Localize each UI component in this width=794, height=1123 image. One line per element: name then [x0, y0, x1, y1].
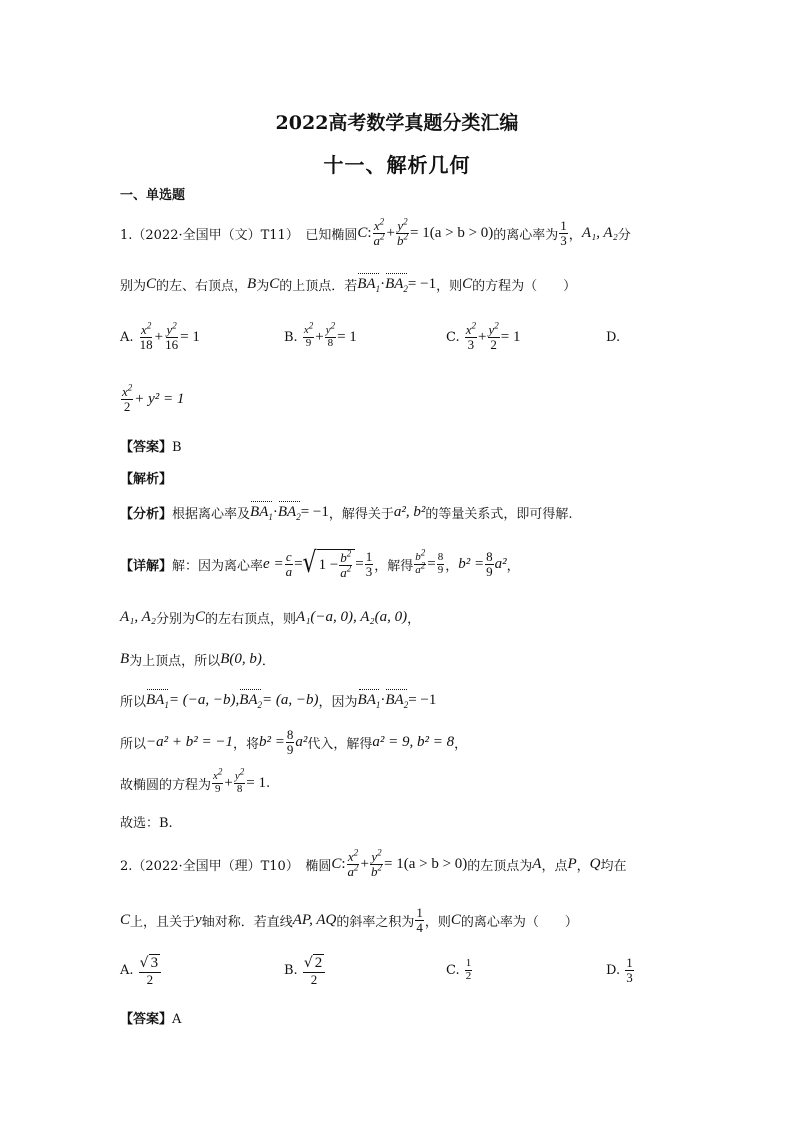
frac-y2-b2: $\frac{y^2}{b^2}$	[397, 216, 408, 248]
q1-option-a: A. $\frac{x^2}{18}$ + $\frac{y^2}{16}$ = 1	[120, 320, 200, 352]
q2-option-c: C. $\frac{1}{2}$	[446, 956, 472, 982]
q1-option-b: B. $\frac{x^2}{9}$ + $\frac{y^2}{8}$ = 1	[284, 320, 357, 349]
page-title: 2022高考数学真题分类汇编	[275, 112, 519, 134]
q1-detail-line6: 故椭圆的方程为 $\frac{x^2}{9}$ + $\frac{y^2}{8}$ = 1 .	[120, 766, 271, 795]
q1-choice: 故选：B.	[120, 816, 173, 831]
q1-fenxi: 【分析】 根据离心率及 $BA_1$ · $BA_2$ = −1 ，解得关于 a², b² 的等量关系式，即可得解.	[120, 503, 573, 522]
frac-1-3: $\frac{1}{3}$	[560, 217, 567, 248]
section-heading: 一、单选题	[120, 188, 186, 203]
q1-option-d-label: D.	[606, 329, 621, 345]
q1-detail-line4: 所以 $BA_1$ = (−a, −b), $BA_2$ = (a, −b) ，因为 $BA_1$ · $BA_2$ = −1	[120, 691, 437, 710]
q1-detail-line5: 所以 −a² + b² = −1 ，将 b² = $\frac{8}{9}$ a² 代入，解得 a² = 9, b² = 8 ，	[120, 726, 468, 757]
vector-BA2: $BA_2$	[385, 275, 408, 294]
q1-option-c: C. $\frac{x^2}{3}$ + $\frac{y^2}{2}$ = 1	[446, 320, 521, 352]
q1-analysis-label: 【解析】	[120, 472, 173, 487]
vector-BA1: $BA_1$	[357, 275, 381, 294]
q1-detail-line2: A₁, A₂ 分别为 C 的左右顶点，则 A₁(−a, 0), A₂(a, 0) ，	[120, 608, 421, 627]
chapter-title: 十一、解析几何	[323, 153, 471, 177]
q1-detail-line3: B 为上顶点，所以 B(0, b) ．	[120, 650, 275, 669]
q1-stem-line1: 1.（2022·全国甲（文）T11） 已知椭圆 C : $\frac{x^2}{a^2}$ + $\frac{y^2}{b^2}$ = 1(a > b > 0) 的离心率为 $\frac{1}{3}$ ， A₁, A₂ 分	[120, 216, 631, 248]
q2-option-d: D. $\frac{1}{3}$	[606, 954, 633, 985]
q1-lead: 1.（2022·全国甲（文）T11） 已知椭圆	[120, 227, 358, 243]
q2-option-b: B. $\frac{√ 2}{2}$	[284, 950, 326, 990]
q1-stem-line2: 别为 C 的左、右顶点， B 为 C 的上顶点．若 $BA_1$ · $BA_2$ = −1 ，则 C 的方程为（ ）	[120, 275, 577, 294]
sqrt-expression: √ 1 − $\frac{b^2}{a^2}$	[303, 549, 356, 579]
q2-answer: 【答案】A	[120, 1012, 182, 1027]
q2-stem-line1: 2.（2022·全国甲（理）T10） 椭圆 C : $\frac{x^2}{a^2}$ + $\frac{y^2}{b^2}$ = 1(a > b > 0) 的左顶点为 A ，点 P ， Q 均在	[120, 847, 627, 879]
q1-detail-line1: 【详解】 解：因为离心率 e = $\frac{c}{a}$ = √ 1 − $\frac{b^2}{a^2}$ = $\frac{1}{3}$ ，解得 $\frac{b^2}{a^2}$ = $\frac{8}{9}$ ， b² = $\frac{8}{9}$ a² ，	[120, 547, 520, 580]
q2-option-a: A. $\frac{√ 3}{2}$	[120, 950, 162, 990]
q2-stem-line2: C 上，且关于 y 轴对称．若直线 AP, AQ 的斜率之积为 $\frac{1}{4}$ ，则 C 的离心率为（ ）	[120, 904, 578, 935]
q1-answer: 【答案】B	[120, 440, 182, 455]
frac-x2-a2: $\frac{x^2}{a^2}$	[373, 216, 385, 248]
q1-option-d: $\frac{x^2}{2}$ + y² = 1	[122, 382, 185, 414]
